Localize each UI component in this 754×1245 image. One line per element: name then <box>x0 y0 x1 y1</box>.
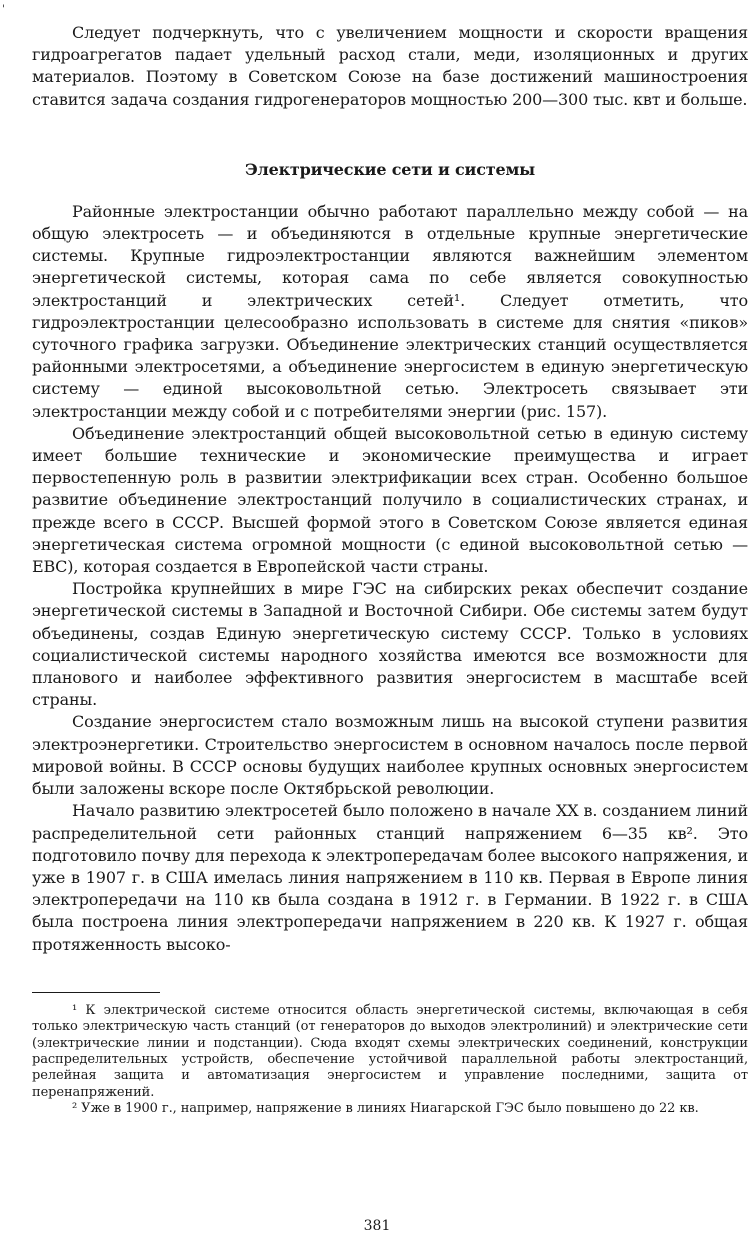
corner-mark: ' <box>2 4 5 15</box>
paragraph-4: Создание энергосистем стало возможным лишь на высокой ступени развития электроэнергетики. Строительство энергосистем в основном началось после первой мировой войны. В СССР основы будущих наиболее крупных основных энергосистем были заложены вскоре после Октябрьской революции. <box>32 712 748 799</box>
footnote-divider <box>32 992 160 993</box>
paragraph-5: Начало развитию электросетей было положено в начале XX в. созданием линий распределительной сети районных станций напряжением 6—35 кв². Это подготовило почву для перехода к электропередачам более высокого напряжения, и уже в 1907 г. в США имелась линия напряжением в 110 кв. Первая в Европе линия электропередачи на 110 кв была создана в 1912 г. в Германии. В 1922 г. в США была построена линия электропередачи напряжением в 220 кв. К 1927 г. общая протяженность высоко- <box>32 801 748 954</box>
page-body <box>32 22 748 1118</box>
page-number: 381 <box>363 1218 391 1234</box>
paragraph-3: Постройка крупнейших в мире ГЭС на сибирских реках обеспечит создание энергетической системы в Западной и Восточной Сибири. Обе системы затем будут объединены, создав Единую энергетическую систему СССР. Только в условиях социалистической системы народного хозяйства имеются все возможности для планового и наиболее эффективного развития энергосистем в масштабе всей страны. <box>32 579 748 710</box>
paragraph-2: Объединение электростанций общей высоковольтной сетью в единую систему имеет большие технические и экономические преимущества и играет первостепенную роль в развитии электрификации всех стран. Особенно большое развитие объединение электростанций получило в социалистических странах, и прежде всего в СССР. Высшей формой этого в Советском Союзе является единая энергетическая система огромной мощности (с единой высоковольтной сетью — ЕВС), которая создается в Европейской части страны. <box>32 423 748 577</box>
footnote-1: ¹ К электрической системе относится область энергетической системы, включающая в себя только электрическую часть станций (от генераторов до выходов электролиний) и электрические сети (электрические линии и подстанции). Сюда входят схемы электрических соединений, конструкции распределительных устройств, обеспечение устойчивой параллельной работы электростанций, релейная защита и автоматизация энергосистем и управление последними, защита от перенапряжений. <box>32 1002 748 1100</box>
paragraph-1: Районные электростанции обычно работают параллельно между собой — на общую электросеть — и объединяются в отдельные крупные энергетические системы. Крупные гидроэлектростанции являются важнейшим элементом энергетической системы, которая сама по себе является совокупностью электростанций и электрических сетей¹. Следует отметить, что гидроэлектростанции целесообразно использовать в системе для снятия «пиков» суточного графика загрузки. Объединение электрических станций осуществляется районными электросетями, а объединение энергосистем в единую энергетическую систему — единой высоковольтной сетью. Электросеть связывает эти электростанции между собой и с потребителями энергии (рис. 157). <box>32 201 748 421</box>
footnote-2: ² Уже в 1900 г., например, напряжение в линиях Ниагарской ГЭС было повышено до 22 кв. <box>72 1101 699 1117</box>
section-title: Электрические сети и системы <box>244 159 535 179</box>
intro-paragraph: Следует подчеркнуть, что с увеличением мощности и скорости вращения гидроагрегатов падает удельный расход стали, меди, изоляционных и других материалов. Поэтому в Советском Союзе на базе достижений машиностроения ставится задача создания гидрогенераторов мощностью 200—300 тыс. квт и больше. <box>32 23 748 109</box>
